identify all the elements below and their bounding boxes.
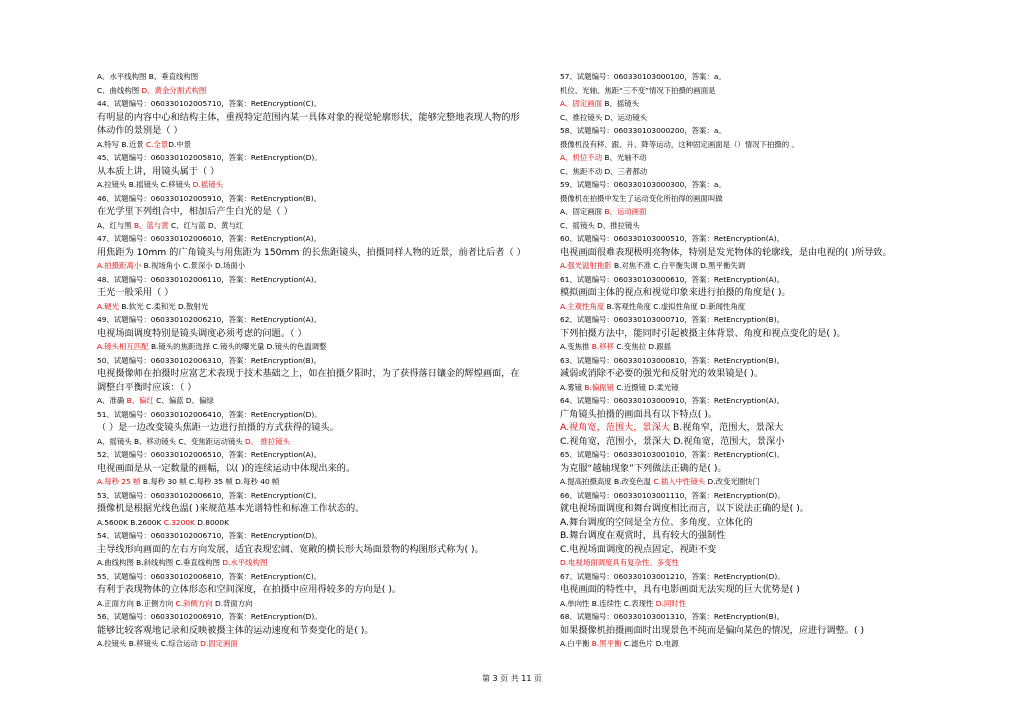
question-meta-line: [97, 570, 537, 584]
option-line: [97, 70, 537, 84]
text-segment: 主导线形向画面的左右方向发展，适宜表现宏阔、宽敞的横长形大场面景物的构图形式称为( )。: [97, 543, 484, 555]
answer-highlight: D.水平线构图: [222, 558, 268, 567]
option-line: [560, 97, 1000, 111]
text-segment: 61、试题编号：060330103000610，答案：RetEncryption(A)。: [560, 274, 784, 284]
option-line: [97, 597, 537, 611]
question-text-line: [560, 286, 1000, 300]
answer-highlight: C.3200K: [163, 517, 195, 527]
question-meta-line: [560, 489, 1000, 503]
option-line: [560, 259, 1000, 273]
question-meta-line: [97, 151, 537, 165]
text-segment: A.拉镜头 B.移镜头 C.综合运动: [97, 639, 201, 648]
text-segment: 53、试题编号：060330102006610，答案：RetEncryption(C)。: [97, 490, 322, 500]
answer-highlight: B、蓝与黄: [133, 220, 169, 230]
text-segment: A.变焦推: [560, 342, 592, 351]
answer-highlight: B.黑平衡: [591, 639, 622, 648]
text-segment: 广角镜头拍摄的画面具有以下特点( )。: [560, 408, 718, 420]
text-segment: A.拉镜头 B.摇镜头 C.移镜头: [97, 180, 193, 189]
text-segment: 电视画面是从一定数量的画幅，以( )的连续运动中体现出来的。: [97, 462, 356, 474]
text-segment: C.近摄镜 D.柔光镜: [614, 382, 679, 392]
question-meta-line: [97, 529, 537, 543]
text-segment: A.提高拍摄高度 B.改变色温: [560, 477, 654, 486]
question-meta-line: [97, 354, 537, 368]
option-line: [560, 165, 1000, 179]
text-segment: 摄像机是根据光线色温( )来规范基本光谱特性和标准工作状态的。: [97, 503, 365, 514]
option-line: [97, 340, 537, 354]
text-segment: B.客观性角度 C.虚拟性角度 D.新闻性角度: [604, 301, 746, 311]
option-line: [97, 475, 537, 489]
question-text-line: [97, 583, 537, 597]
question-meta-line: [97, 610, 537, 624]
answer-highlight: D.同时性: [655, 598, 686, 608]
option-line: [560, 219, 1000, 233]
question-text-line: [560, 583, 1000, 597]
text-segment: B.软光 C.柔和光 D.散射光: [119, 301, 209, 311]
text-segment: 46、试题编号：060330102005910，答案：RetEncryption(B)。: [97, 193, 321, 203]
option-line: [560, 111, 1000, 125]
page-footer: 第 3 页 共 11 页: [482, 674, 542, 683]
text-segment: 机位、光轴、焦距“三不变”情况下拍摄的画面是: [560, 85, 716, 95]
question-meta-line: [560, 273, 1000, 287]
option-line: [560, 340, 1000, 354]
text-segment: C.视角宽，范围小，景深大 D.视角宽，范围大，景深小: [560, 435, 785, 447]
option-line: [560, 151, 1000, 165]
question-text-line: [97, 286, 537, 300]
answer-highlight: D.电视场面调度具有复杂性、多变性: [560, 558, 679, 567]
answer-highlight: A.视角宽，范围大，景深大: [560, 422, 671, 433]
answer-highlight: D、 推拉镜头: [244, 436, 290, 446]
question-text-line: [560, 435, 1000, 449]
text-segment: A.雾镜: [560, 382, 585, 392]
answer-highlight: A.拍摄距离小: [97, 261, 142, 270]
text-segment: 45、试题编号：060330102005810，答案：RetEncryption(D)。: [97, 153, 322, 162]
answer-highlight: B、偏红: [126, 396, 154, 405]
question-text-line: [560, 327, 1000, 341]
text-segment: 在光学里下列组合中，相加后产生白光的是（ ）: [97, 206, 293, 217]
right-column: [560, 70, 1000, 651]
text-segment: 下列拍摄方法中，能同时引起被摄主体背景、角度和视点变化的是( )。: [560, 327, 846, 339]
text-segment: 49、试题编号：060330102006210，答案：RetEncryption(A)。: [97, 315, 321, 324]
text-segment: 58、试题编号：060330103000200，答案：a。: [560, 126, 726, 135]
option-line: [97, 300, 537, 314]
option-line: [560, 192, 1000, 206]
answer-highlight: A.强光溢射拖影: [560, 261, 612, 270]
question-meta-line: [97, 273, 537, 287]
question-text-line: [97, 421, 537, 435]
text-segment: D.改变光圈快门: [705, 477, 760, 486]
text-segment: 59、试题编号：060330103000300，答案：a。: [560, 180, 726, 189]
text-segment: D.8000K: [194, 517, 229, 527]
question-meta-line: [560, 394, 1000, 408]
text-segment: B.视场角小 C.景深小 D.场面小: [141, 261, 246, 270]
answer-highlight: A.硬光: [97, 301, 120, 311]
question-text-line: [97, 165, 537, 179]
text-segment: 如果摄像机拍摄画面时出现景色不纯而是偏向某色的情况，应进行调整。( ): [560, 624, 865, 636]
text-segment: A.正面方向 B.正侧方向: [97, 598, 176, 608]
text-segment: C、焦距不动 D、三者都动: [560, 166, 648, 176]
text-segment: A、准确: [97, 396, 127, 405]
text-segment: （ ）是一边改变镜头焦距一边进行拍摄的方式获得的镜头。: [97, 422, 339, 433]
question-meta-line: [560, 232, 1000, 246]
text-segment: 64、试题编号：060330103000910，答案：RetEncryption(A)。: [560, 396, 784, 405]
text-segment: 为克服“越轴现象”下列做法正确的是( )。: [560, 462, 727, 474]
text-segment: 51、试题编号：060330102006410，答案：RetEncryption(D)。: [97, 409, 322, 419]
question-meta-line: [560, 354, 1000, 368]
question-text-line: [97, 543, 537, 557]
answer-highlight: C.全景: [145, 139, 169, 149]
option-line: [560, 205, 1000, 219]
answer-highlight: B、运动画面: [604, 207, 647, 216]
text-segment: 电视摄像师在拍摄时应富艺术表现于技术基础之上，如在拍摄夕阳时，为了获得落日镶金的辉煌画面，在: [97, 368, 520, 379]
text-segment: C、推拉镜头 D、运动镜头: [560, 112, 648, 122]
question-meta-line: [560, 178, 1000, 192]
text-segment: 47、试题编号：060330102006010，答案：RetEncryption(A)。: [97, 234, 321, 243]
text-segment: A.舞台调度的空间是全方位、多角度、立体化的: [560, 516, 753, 528]
text-segment: 48、试题编号：060330102006110，答案：RetEncryption(A)。: [97, 274, 321, 284]
answer-highlight: A.镜头相互匹配: [97, 342, 149, 351]
text-segment: A.曲线构图 B.斜线构图 C.垂直线构图: [97, 558, 223, 567]
text-segment: A.5600K B.2600K: [97, 517, 164, 527]
text-segment: 摄像机没有移、跟、升、降等运动，这种固定画面是（）情况下拍摄的 。: [560, 139, 799, 149]
question-text-line: [97, 624, 537, 638]
text-segment: 55、试题编号：060330102006810，答案：RetEncryption(C)。: [97, 571, 322, 581]
text-segment: 电视场面调度特别是镜头调度必须考虑的问题。（ ）: [97, 327, 307, 339]
answer-highlight: B.移移: [591, 342, 614, 351]
answer-highlight: A、机位不动: [560, 153, 603, 162]
question-text-line: [97, 462, 537, 476]
text-segment: A、固定画面: [560, 207, 605, 216]
text-segment: B.每秒 30 帧 C.每秒 35 帧 D.每秒 40 帧: [140, 477, 280, 486]
text-segment: C.滤色片 D.电源: [621, 639, 679, 648]
question-text-line: [560, 408, 1000, 422]
text-segment: 能够比较客观地记录和反映被摄主体的运动速度和节奏变化的是( )。: [97, 624, 374, 636]
text-segment: 50、试题编号：060330102006310，答案：RetEncryption(B)。: [97, 355, 321, 365]
question-text-line: [560, 246, 1000, 260]
option-line: [560, 84, 1000, 98]
option-line: [97, 84, 537, 98]
text-segment: C、摇镜头 D、推拉镜头: [560, 220, 640, 230]
question-meta-line: [97, 192, 537, 206]
question-meta-line: [97, 313, 537, 327]
option-line: [97, 556, 537, 570]
question-text-line: [97, 111, 537, 125]
option-line: [560, 475, 1000, 489]
text-segment: 电视画面的特性中，具有电影画面无法实现的巨大优势是( ): [560, 584, 800, 595]
text-segment: 52、试题编号：060330102006510，答案：RetEncryption(A)。: [97, 450, 321, 459]
question-meta-line: [560, 313, 1000, 327]
answer-highlight: A.主观性角度: [560, 301, 605, 311]
text-segment: 摄像机在拍摄中发生了运动变化所拍得的画面叫做: [560, 193, 723, 203]
option-line: [560, 381, 1000, 395]
left-column: [97, 70, 537, 651]
option-line: [97, 516, 537, 530]
answer-highlight: A、固定画面: [560, 99, 603, 108]
question-text-line: [560, 624, 1000, 638]
text-segment: 就电视场面调度和舞台调度相比而言，以下说法正确的是( )。: [560, 503, 809, 514]
option-line: [97, 178, 537, 192]
question-text-line: [97, 246, 537, 260]
text-segment: 44、试题编号：060330102005710，答案：RetEncryption(C)。: [97, 99, 322, 108]
text-segment: 63、试题编号：060330103000810，答案：RetEncryption(B)。: [560, 355, 784, 365]
question-text-line: [97, 327, 537, 341]
text-segment: B.视角窄，范围大，景深大: [670, 422, 784, 433]
text-segment: 65、试题编号：060330103001010，答案：RetEncryption(C)。: [560, 450, 785, 459]
text-segment: 有明显的内容中心和结构主体，重视特定范围内某一具体对象的视觉轮廓形状，能够完整地表现人物的形: [97, 111, 520, 123]
question-meta-line: [560, 570, 1000, 584]
option-line: [97, 138, 537, 152]
option-line: [97, 637, 537, 651]
text-segment: 56、试题编号：060330102006910，答案：RetEncryption(D)。: [97, 612, 322, 621]
answer-highlight: D.摇镜头: [192, 180, 223, 189]
text-segment: A、摇镜头 B、移动镜头 C、变焦距运动镜头: [97, 436, 245, 446]
question-text-line: [560, 502, 1000, 516]
question-meta-line: [97, 448, 537, 462]
option-line: [97, 219, 537, 233]
option-line: [97, 394, 537, 408]
text-segment: 调整白平衡时应该：（ ）: [97, 381, 197, 393]
option-line: [560, 138, 1000, 152]
text-segment: 68、试题编号：060330103001310，答案：RetEncryption(B)。: [560, 612, 784, 621]
text-segment: A.白平衡: [560, 639, 592, 648]
question-text-line: [97, 124, 537, 138]
question-text-line: [97, 381, 537, 395]
answer-highlight: D、黄金分割式构图: [141, 85, 207, 95]
question-text-line: [97, 205, 537, 219]
text-segment: A、水平线构图 B、垂直线构图: [97, 72, 199, 81]
text-segment: 62、试题编号：060330103000710，答案：RetEncryption(B)。: [560, 315, 784, 324]
text-segment: 减弱或消除不必要的强光和反射光的效果镜是( )。: [560, 368, 764, 379]
text-segment: 67、试题编号：060330103001210，答案：RetEncryption(D)。: [560, 571, 785, 581]
option-line: [560, 637, 1000, 651]
text-segment: B、光轴不动: [602, 153, 647, 162]
question-text-line: [97, 367, 537, 381]
question-text-line: [560, 462, 1000, 476]
text-segment: 57、试题编号：060330103000100，答案：a。: [560, 72, 726, 81]
question-text-line: [560, 516, 1000, 530]
text-segment: D.中景: [168, 139, 192, 149]
text-segment: B.对焦不准 C.白平衡失调 D.黑平衡失调: [611, 261, 746, 270]
text-segment: 用焦距为 10mm 的广角镜头与用焦距为 150mm 的长焦距镜头，拍摄同样人物的近景，前者比后者（ ）: [97, 246, 526, 258]
question-text-line: [560, 543, 1000, 557]
answer-highlight: D.固定画面: [200, 639, 238, 648]
text-segment: 60、试题编号：060330103000510，答案：RetEncryption(A)。: [560, 234, 784, 243]
question-text-line: [560, 367, 1000, 381]
text-segment: C、偏蓝 D、偏绿: [153, 396, 214, 405]
answer-highlight: C.斜侧方向: [175, 598, 213, 608]
text-segment: D.背面方向: [212, 598, 253, 608]
option-line: [97, 259, 537, 273]
text-segment: 模拟画面主体的视点和视觉印象来进行拍摄的角度是( )。: [560, 287, 791, 298]
option-line: [97, 435, 537, 449]
question-meta-line: [97, 408, 537, 422]
text-segment: A.单向性 B.连续性 C.表现性: [560, 598, 656, 608]
text-segment: 66、试题编号：060330103001110，答案：RetEncryption(D)。: [560, 490, 785, 500]
option-line: [560, 556, 1000, 570]
text-segment: 从本质上讲，用镜头属于（ ）: [97, 165, 220, 177]
question-meta-line: [560, 610, 1000, 624]
question-meta-line: [97, 489, 537, 503]
question-text-line: [97, 502, 537, 516]
question-text-line: [560, 421, 1000, 435]
question-meta-line: [560, 70, 1000, 84]
text-segment: 电视画面很难表现极明亮物体，特别是发光物体的轮廓线，是由电视的( )所导致。: [560, 246, 892, 258]
text-segment: A、红与黑: [97, 220, 134, 230]
text-segment: 54、试题编号：060330102006710，答案：RetEncryption(D)。: [97, 531, 322, 540]
question-meta-line: [97, 232, 537, 246]
text-segment: B.舞台调度在观赏时，具有较大的强制性: [560, 530, 726, 541]
text-segment: A.特写 B.近景: [97, 139, 146, 149]
text-segment: B、摇镜头: [602, 99, 639, 108]
question-meta-line: [560, 448, 1000, 462]
text-segment: C、曲线构图: [97, 85, 142, 95]
question-text-line: [560, 529, 1000, 543]
option-line: [560, 597, 1000, 611]
text-segment: C、红与蓝 D、黄与红: [168, 220, 244, 230]
answer-highlight: A.每秒 25 帧: [97, 477, 141, 486]
text-segment: 有利于表现物体的立体形态和空间深度，在拍摄中应用得较多的方向是( )。: [97, 584, 402, 595]
text-segment: 体动作的景别是（ ）: [97, 125, 183, 136]
question-meta-line: [97, 97, 537, 111]
text-segment: B.镜头的焦距选择 C.镜头的曝光量 D.镜头的色温调整: [148, 342, 327, 351]
text-segment: C.电视场面调度的视点固定、视距不变: [560, 543, 717, 555]
text-segment: 王光一般采用（ ）: [97, 287, 174, 298]
text-segment: C.变焦拉 D.跟摇: [614, 342, 672, 351]
answer-highlight: B.偏振镜: [584, 382, 614, 392]
answer-highlight: C.插入中性镜头: [653, 477, 706, 486]
option-line: [560, 300, 1000, 314]
question-meta-line: [560, 124, 1000, 138]
